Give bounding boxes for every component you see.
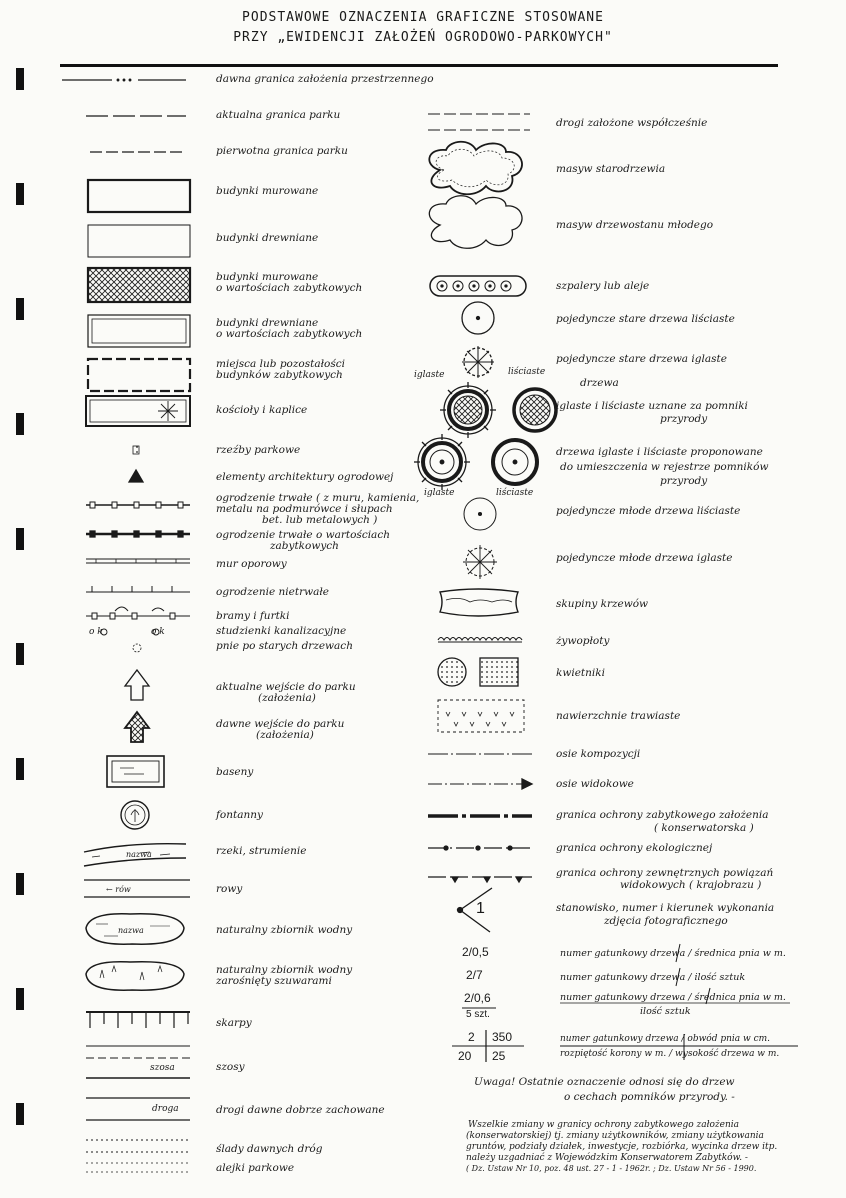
number-example-1: 2/0,5 <box>462 945 489 959</box>
label-gr-zewn-2: widokowych ( krajobrazu ) <box>620 879 762 891</box>
label-osie-wid: osie widokowe <box>556 778 634 790</box>
label-bud-mur-zab-2: o wartościach zabytkowych <box>216 282 363 294</box>
label-pomniki-0: drzewa <box>580 377 619 389</box>
label-zbiornik-zar-2: zarośnięty szuwarami <box>216 975 332 987</box>
label-zbiornik-zar-1: naturalny zbiornik wodny <box>216 964 353 976</box>
label-uwaga-2: o cechach pomników przyrody. - <box>564 1091 735 1103</box>
label-wszelkie-4: należy uzgadniać z Wojewódzkim Konserwatorem Zabytków. - <box>466 1153 748 1163</box>
label-budynki-drewniane: budynki drewniane <box>216 232 319 244</box>
label-zbiornik: naturalny zbiornik wodny <box>216 924 353 936</box>
label-mur: mur oporowy <box>216 558 287 570</box>
label-drogi-dawne: drogi dawne dobrze zachowane <box>216 1104 385 1116</box>
symbol-label-foto-num: 1 <box>476 900 485 917</box>
label-aleje: alejki parkowe <box>216 1162 295 1174</box>
label-miejsca-2: budynków zabytkowych <box>216 369 343 381</box>
title-line-1: PODSTAWOWE OZNACZENIA GRAFICZNE STOSOWANE <box>242 10 604 25</box>
label-studzienki: studzienki kanalizacyjne <box>216 625 347 637</box>
label-nr-sred-ilosc-1: numer gatunkowy drzewa / średnica pnia w m. <box>560 992 786 1003</box>
symbol-label-szosa: szosa <box>150 1063 175 1073</box>
label-bud-mur-zab-1: budynki murowane <box>216 271 319 283</box>
label-rzezby: rzeźby parkowe <box>216 444 301 456</box>
label-nr-sred-ilosc-2: ilość sztuk <box>640 1006 691 1017</box>
label-budynki-murowane: budynki murowane <box>216 185 319 197</box>
label-akt-wejscie-2: (założenia) <box>258 692 316 704</box>
symbol-label-ok-2: o k <box>151 627 165 637</box>
label-pierwotna-granica: pierwotna granica parku <box>216 145 348 157</box>
label-gr-ekol: granica ochrony ekologicznej <box>556 842 713 854</box>
label-stanowisko-2: zdjęcia fotograficznego <box>604 915 728 927</box>
symbol-label-lisciaste-2: liściaste <box>496 488 534 498</box>
label-ogr-trwale-1: ogrodzenie trwałe ( z muru, kamienia, <box>216 492 420 504</box>
number-example-4c: 20 <box>458 1049 472 1063</box>
label-wszelkie-1: Wszelkie zmiany w granicy ochrony zabytkowego założenia <box>468 1120 740 1130</box>
number-example-4b: 350 <box>492 1030 513 1044</box>
label-pnie: pnie po starych drzewach <box>216 640 353 652</box>
label-pomniki-1: iglaste i liściaste uznane za pomniki <box>556 400 748 412</box>
label-miejsca-1: miejsca lub pozostałości <box>216 358 345 370</box>
label-wszelkie-2: (konserwatorskiej) tj. zmiany użytkowników, zmiany użytkowania <box>466 1131 764 1141</box>
label-akt-wejscie-1: aktualne wejście do parku <box>216 681 356 693</box>
symbol-label-iglaste: iglaste <box>414 370 445 380</box>
label-baseny: baseny <box>216 766 254 778</box>
label-propon-1: drzewa iglaste i liściaste proponowane <box>556 446 763 458</box>
symbol-label-nazwa-zbiornik: nazwa <box>118 926 144 935</box>
label-rowy: rowy <box>216 883 243 895</box>
label-poj-igl: pojedyncze stare drzewa iglaste <box>556 353 727 365</box>
label-stanowisko-1: stanowisko, numer i kierunek wykonania <box>556 902 775 914</box>
symbol-label-nazwa-rzeka: nazwa <box>126 850 152 859</box>
label-slady: ślady dawnych dróg <box>216 1143 323 1155</box>
label-dawna-granica: dawna granica założenia przestrzennego <box>216 73 434 85</box>
label-osie-komp: osie kompozycji <box>556 748 641 760</box>
label-ogr-trwale-3: bet. lub metalowych ) <box>262 514 378 526</box>
label-gr-zewn-1: granica ochrony zewnętrznych powiązań <box>556 867 774 879</box>
symbol-label-lisciaste: liściaste <box>508 367 546 377</box>
label-mlode-lisc: pojedyncze młode drzewa liściaste <box>556 505 741 517</box>
label-szosy: szosy <box>216 1061 245 1073</box>
label-bud-drew-zab-1: budynki drewniane <box>216 317 319 329</box>
label-wszelkie-3: gruntów, podziały działek, inwestycje, rozbiórka, wycinka drzew itp. <box>466 1142 778 1152</box>
symbol-label-ok-1: o k <box>89 627 103 637</box>
symbol-label-iglaste-2: iglaste <box>424 488 455 498</box>
label-obwod-1: numer gatunkowy drzewa / obwód pnia w cm. <box>560 1034 771 1044</box>
label-skarpy: skarpy <box>216 1017 252 1029</box>
label-ogr-nietrwale: ogrodzenie nietrwałe <box>216 586 329 598</box>
label-uwaga-1: Uwaga! Ostatnie oznaczenie odnosi się do drzew <box>474 1076 735 1088</box>
number-example-3a: 2/0,6 <box>464 991 491 1005</box>
label-koscioly: kościoły i kaplice <box>216 404 308 416</box>
label-mlode-igl: pojedyncze młode drzewa iglaste <box>556 552 733 564</box>
label-zywoploty: żywopłoty <box>556 635 610 647</box>
number-example-4d: 25 <box>492 1049 506 1063</box>
label-rzeki: rzeki, strumienie <box>216 845 307 857</box>
label-drogi-wsp: drogi założone współcześnie <box>556 117 708 129</box>
label-szpalery: szpalery lub aleje <box>556 280 650 292</box>
number-example-3b: 5 szt. <box>466 1009 490 1020</box>
label-ogr-zab-1: ogrodzenie trwałe o wartościach <box>216 529 390 541</box>
label-poj-lisc: pojedyncze stare drzewa liściaste <box>556 313 735 325</box>
label-bramy: bramy i furtki <box>216 610 290 622</box>
label-dawne-wejscie-1: dawne wejście do parku <box>216 718 345 730</box>
label-masyw-staro: masyw starodrzewia <box>556 163 666 175</box>
number-example-4a: 2 <box>468 1030 475 1044</box>
label-nawierzchnie: nawierzchnie trawiaste <box>556 710 681 722</box>
symbol-label-droga: droga <box>152 1104 179 1114</box>
label-wszelkie-5: ( Dz. Ustaw Nr 10, poz. 48 ust. 27 - 1 - 1962r. ; Dz. Ustaw Nr 56 - 1990. <box>466 1164 757 1173</box>
label-nr-sred: numer gatunkowy drzewa / średnica pnia w m. <box>560 948 786 959</box>
label-nr-ilosc: numer gatunkowy drzewa / ilość sztuk <box>560 972 746 983</box>
label-propon-2: do umieszczenia w rejestrze pomników <box>560 461 769 473</box>
label-pomniki-2: przyrody <box>660 413 708 425</box>
label-propon-3: przyrody <box>660 475 708 487</box>
label-gr-ochr-2: ( konserwatorska ) <box>654 822 754 834</box>
label-kwietniki: kwietniki <box>556 667 605 679</box>
label-bud-drew-zab-2: o wartościach zabytkowych <box>216 328 363 340</box>
symbol-label-row: ← rów <box>106 885 131 894</box>
label-aktualna-granica: aktualna granica parku <box>216 109 341 121</box>
number-example-2: 2/7 <box>466 968 483 982</box>
label-ogr-zab-2: zabytkowych <box>270 540 339 552</box>
label-gr-ochr-1: granica ochrony zabytkowego założenia <box>556 809 769 821</box>
label-masyw-mlody: masyw drzewostanu młodego <box>556 219 714 231</box>
label-fontanny: fontanny <box>216 809 263 821</box>
title-line-2: PRZY „EWIDENCJI ZAŁOŻEŃ OGRODOWO-PARKOWYCH" <box>233 30 613 45</box>
label-elementy: elementy architektury ogrodowej <box>216 471 394 483</box>
label-obwod-2: rozpiętość korony w m. / wysokość drzewa w m. <box>560 1049 780 1059</box>
label-ogr-trwale-2: metalu na podmurówce i słupach <box>216 503 393 515</box>
label-dawne-wejscie-2: (założenia) <box>256 729 314 741</box>
label-skupiny: skupiny krzewów <box>556 598 649 610</box>
